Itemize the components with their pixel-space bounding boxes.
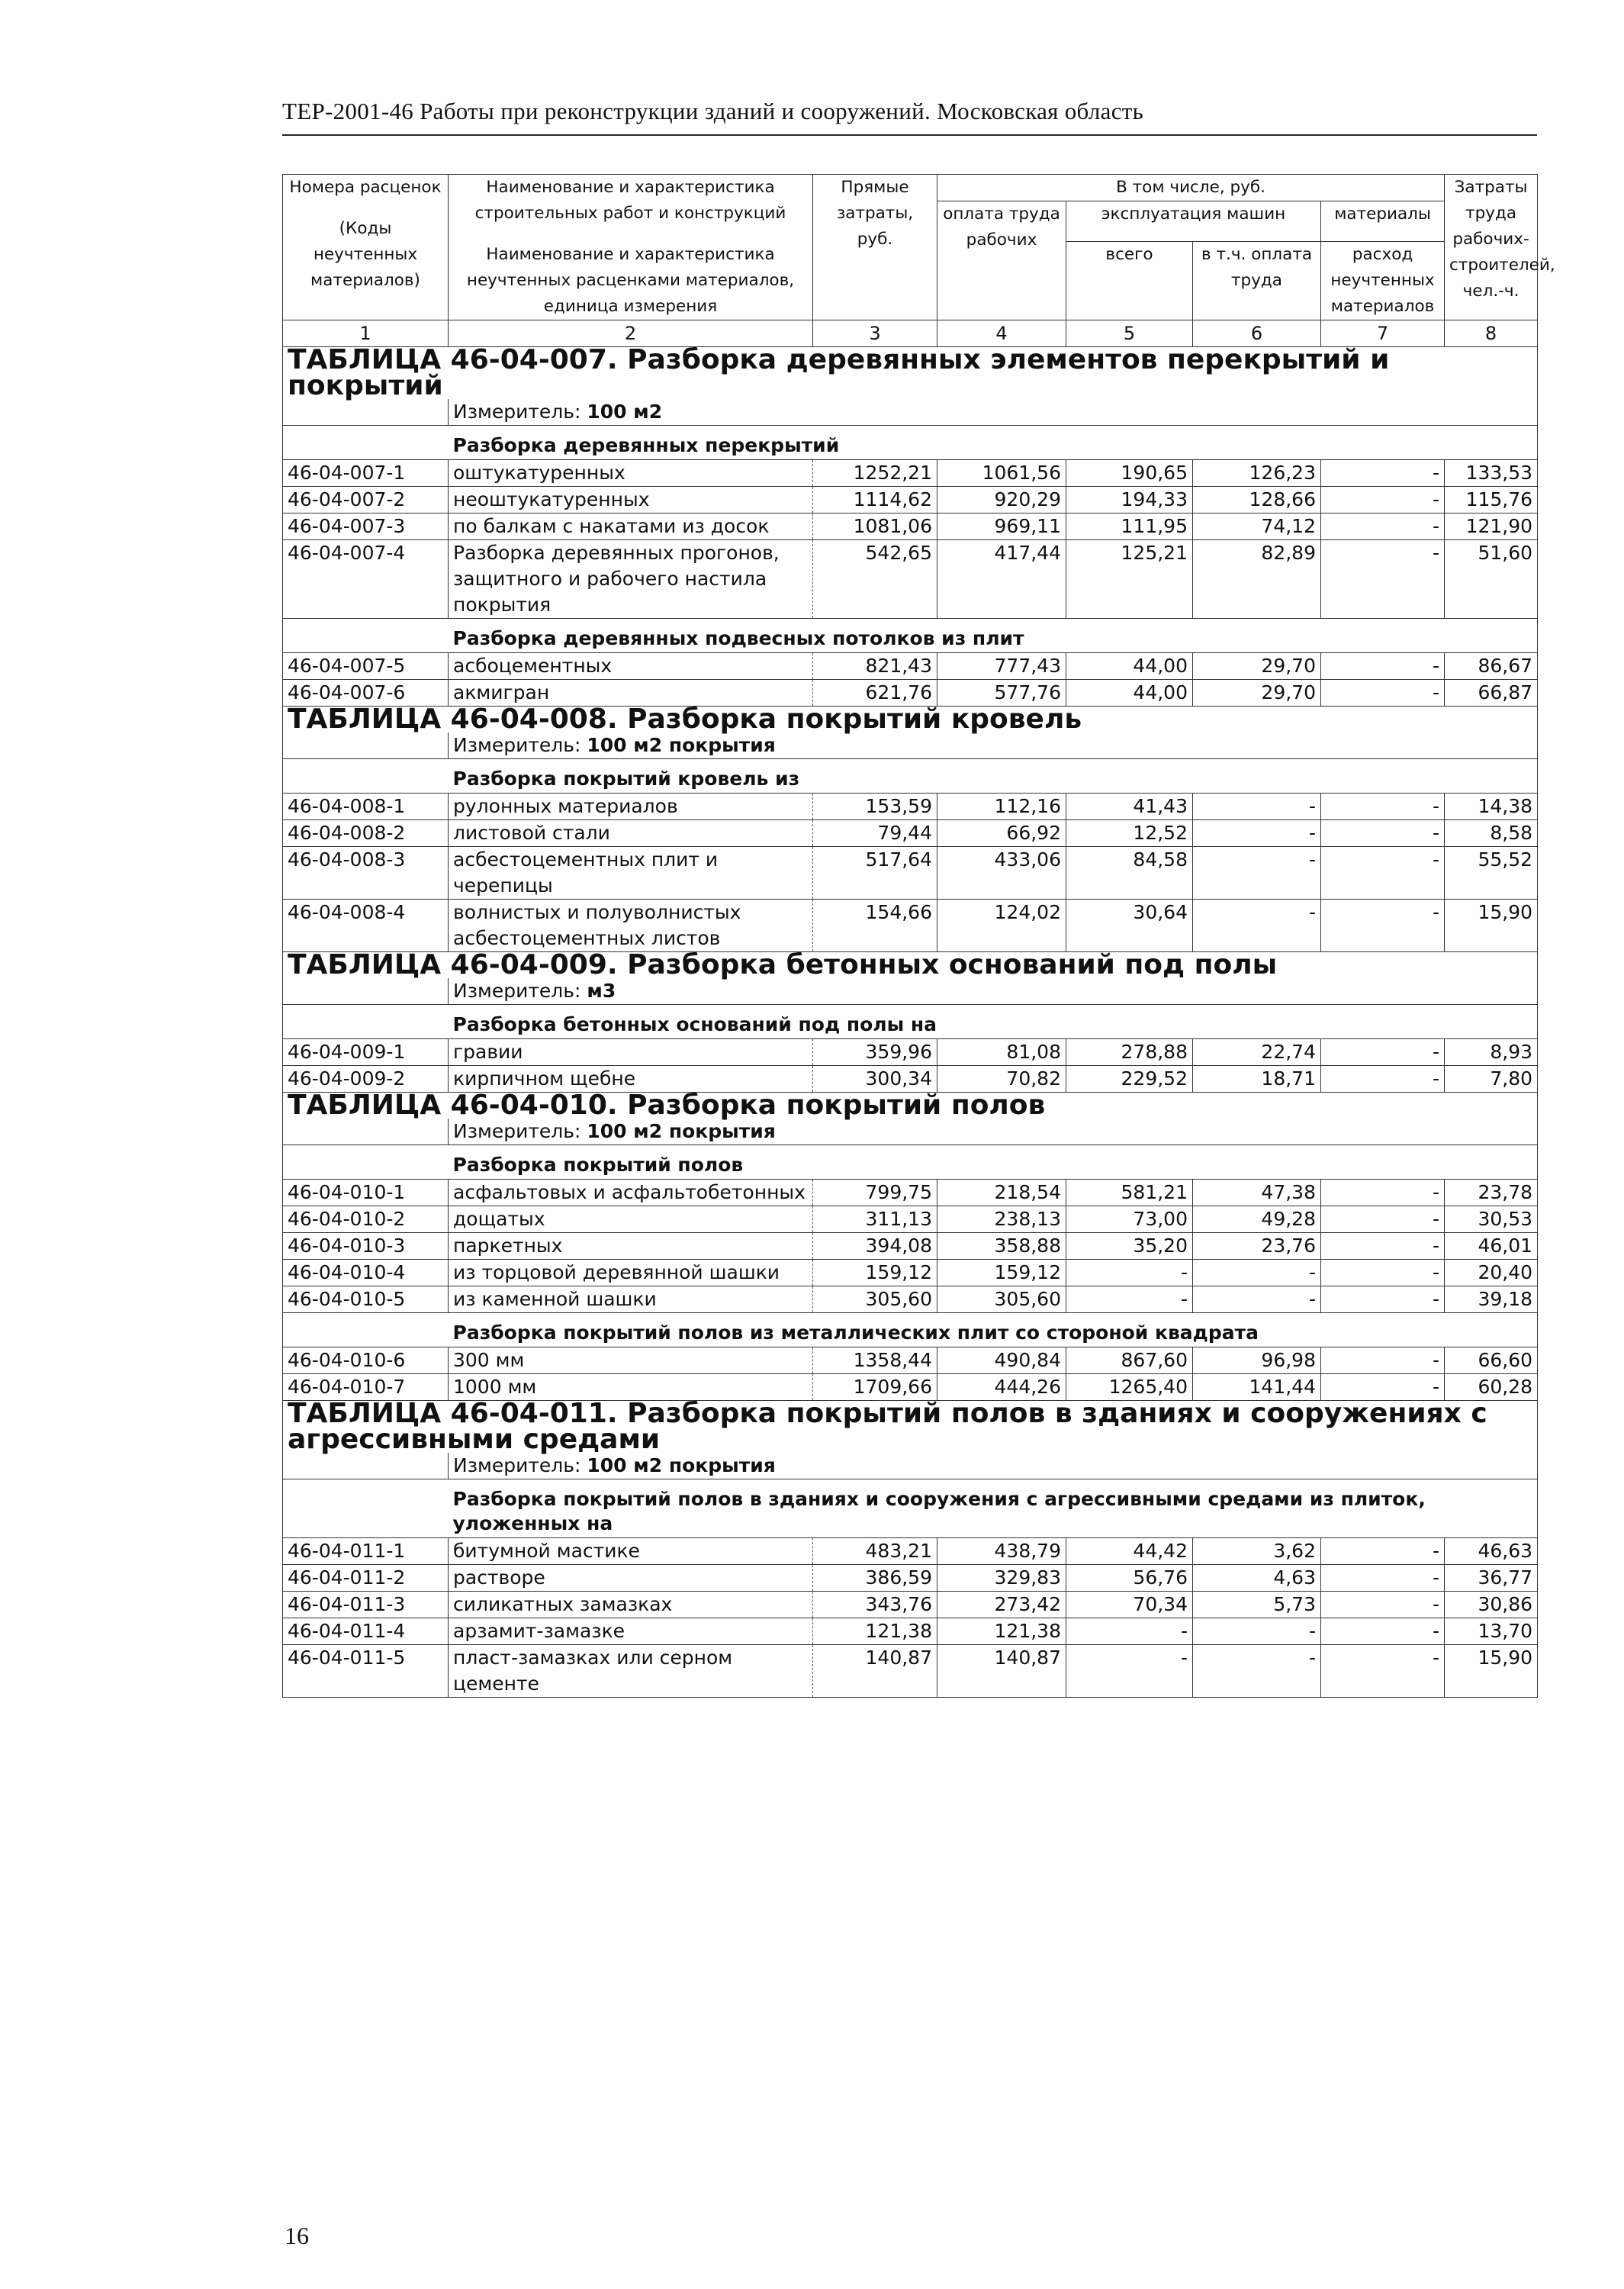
- direct-costs: 799,75: [813, 1180, 937, 1206]
- machines-labor: -: [1193, 1286, 1321, 1313]
- rate-code: 46-04-007-3: [283, 513, 449, 540]
- table-title: ТАБЛИЦА 46-04-010. Разборка покрытий полов: [283, 1093, 1538, 1119]
- machines-total: 1265,40: [1066, 1374, 1193, 1401]
- table-row: [283, 1039, 1538, 1066]
- section-title: Разборка покрытий полов из металлических плит со стороной квадрата: [449, 1313, 1538, 1347]
- materials-usage: -: [1321, 1618, 1445, 1645]
- machines-total: 867,60: [1066, 1347, 1193, 1374]
- work-name: растворе: [449, 1565, 813, 1592]
- unit-row: [283, 1119, 1538, 1145]
- header-labor-hours: Затраты труда рабочих-строителей, чел.-ч.: [1445, 175, 1538, 320]
- labor-hours: 121,90: [1445, 513, 1538, 540]
- section-row: [283, 1145, 1538, 1180]
- machines-total: 125,21: [1066, 540, 1193, 619]
- rate-code: 46-04-010-7: [283, 1374, 449, 1401]
- table-row: [283, 1565, 1538, 1592]
- labor-hours: 23,78: [1445, 1180, 1538, 1206]
- machines-labor: 22,74: [1193, 1039, 1321, 1066]
- machines-labor: 141,44: [1193, 1374, 1321, 1401]
- unit-line: [449, 399, 1538, 426]
- table-row: [283, 1374, 1538, 1401]
- header-column-numbers: [283, 320, 1538, 347]
- section-title: Разборка покрытий кровель из: [449, 759, 1538, 794]
- labor-hours: 39,18: [1445, 1286, 1538, 1313]
- rate-code: 46-04-010-3: [283, 1233, 449, 1260]
- direct-costs: 300,34: [813, 1066, 937, 1093]
- materials-usage: -: [1321, 820, 1445, 847]
- work-name: асбоцементных: [449, 653, 813, 680]
- unit-row: [283, 399, 1538, 426]
- rate-code: 46-04-011-4: [283, 1618, 449, 1645]
- section-row: [283, 1313, 1538, 1347]
- section-spacer: [283, 1479, 449, 1538]
- header-machines-total: всего: [1066, 242, 1193, 320]
- rate-code: 46-04-010-2: [283, 1206, 449, 1233]
- section-spacer: [283, 1005, 449, 1039]
- machines-labor: 126,23: [1193, 460, 1321, 487]
- machines-total: 581,21: [1066, 1180, 1193, 1206]
- work-name: дощатых: [449, 1206, 813, 1233]
- unit-label: Измеритель:: [453, 1454, 581, 1476]
- labor-hours: 133,53: [1445, 460, 1538, 487]
- work-name: рулонных материалов: [449, 794, 813, 820]
- header-column-number: 7: [1321, 320, 1445, 347]
- table-row: [283, 460, 1538, 487]
- materials-usage: -: [1321, 1538, 1445, 1565]
- work-name: гравии: [449, 1039, 813, 1066]
- header-machines-labor: в т.ч. оплата труда: [1193, 242, 1321, 320]
- labor-pay: 81,08: [937, 1039, 1066, 1066]
- page-number: 16: [285, 2222, 309, 2249]
- work-name: 1000 мм: [449, 1374, 813, 1401]
- labor-hours: 7,80: [1445, 1066, 1538, 1093]
- machines-labor: -: [1193, 900, 1321, 952]
- section-row: [283, 619, 1538, 653]
- machines-total: 194,33: [1066, 487, 1193, 513]
- table-title-row: [283, 347, 1538, 400]
- header-column-number: 3: [813, 320, 937, 347]
- materials-usage: -: [1321, 1565, 1445, 1592]
- direct-costs: 359,96: [813, 1039, 937, 1066]
- machines-labor: 29,70: [1193, 653, 1321, 680]
- table-row: [283, 1618, 1538, 1645]
- labor-pay: 329,83: [937, 1565, 1066, 1592]
- rate-code: 46-04-011-1: [283, 1538, 449, 1565]
- machines-total: -: [1066, 1286, 1193, 1313]
- rate-code: 46-04-011-5: [283, 1645, 449, 1698]
- rate-code: 46-04-007-5: [283, 653, 449, 680]
- unit-value: 100 м2: [587, 401, 663, 423]
- labor-pay: 159,12: [937, 1260, 1066, 1286]
- rate-code: 46-04-010-4: [283, 1260, 449, 1286]
- rate-code: 46-04-007-2: [283, 487, 449, 513]
- machines-total: 70,34: [1066, 1592, 1193, 1618]
- machines-total: 111,95: [1066, 513, 1193, 540]
- unit-row: [283, 978, 1538, 1005]
- rate-code: 46-04-007-1: [283, 460, 449, 487]
- table-title-row: [283, 952, 1538, 979]
- table-title-row: [283, 1401, 1538, 1454]
- work-name: кирпичном щебне: [449, 1066, 813, 1093]
- direct-costs: 1114,62: [813, 487, 937, 513]
- machines-labor: -: [1193, 1618, 1321, 1645]
- labor-hours: 51,60: [1445, 540, 1538, 619]
- labor-hours: 66,87: [1445, 680, 1538, 707]
- table-row: [283, 900, 1538, 952]
- table-title: ТАБЛИЦА 46-04-007. Разборка деревянных элементов перекрытий и покрытий: [283, 347, 1538, 400]
- header-machines: эксплуатация машин: [1066, 201, 1321, 242]
- unit-row: [283, 1453, 1538, 1479]
- labor-hours: 15,90: [1445, 1645, 1538, 1698]
- machines-total: 41,43: [1066, 794, 1193, 820]
- rate-code: 46-04-008-3: [283, 847, 449, 900]
- direct-costs: 517,64: [813, 847, 937, 900]
- machines-total: 84,58: [1066, 847, 1193, 900]
- work-name: асбестоцементных плит и черепицы: [449, 847, 813, 900]
- table-row: [283, 1347, 1538, 1374]
- machines-total: 73,00: [1066, 1206, 1193, 1233]
- materials-usage: -: [1321, 900, 1445, 952]
- rate-code: 46-04-009-2: [283, 1066, 449, 1093]
- labor-pay: 70,82: [937, 1066, 1066, 1093]
- machines-labor: 4,63: [1193, 1565, 1321, 1592]
- materials-usage: -: [1321, 1286, 1445, 1313]
- materials-usage: -: [1321, 540, 1445, 619]
- header-codes: Номера расценок (Коды неучтенных материалов): [283, 175, 449, 320]
- section-spacer: [283, 1313, 449, 1347]
- materials-usage: -: [1321, 1180, 1445, 1206]
- machines-labor: -: [1193, 794, 1321, 820]
- machines-total: -: [1066, 1260, 1193, 1286]
- header-including: В том числе, руб.: [937, 175, 1445, 201]
- unit-spacer: [283, 978, 449, 1005]
- labor-hours: 8,58: [1445, 820, 1538, 847]
- labor-hours: 60,28: [1445, 1374, 1538, 1401]
- table-row: [283, 820, 1538, 847]
- work-name: из каменной шашки: [449, 1286, 813, 1313]
- machines-total: 12,52: [1066, 820, 1193, 847]
- table-row: [283, 1206, 1538, 1233]
- materials-usage: -: [1321, 460, 1445, 487]
- labor-hours: 30,86: [1445, 1592, 1538, 1618]
- unit-value: 100 м2 покрытия: [587, 734, 776, 756]
- direct-costs: 821,43: [813, 653, 937, 680]
- materials-usage: -: [1321, 794, 1445, 820]
- work-name: из торцовой деревянной шашки: [449, 1260, 813, 1286]
- machines-total: 44,42: [1066, 1538, 1193, 1565]
- direct-costs: 1081,06: [813, 513, 937, 540]
- table-row: [283, 1538, 1538, 1565]
- table-row: [283, 487, 1538, 513]
- unit-label: Измеритель:: [453, 401, 581, 423]
- machines-labor: 18,71: [1193, 1066, 1321, 1093]
- materials-usage: -: [1321, 1260, 1445, 1286]
- header-column-number: 2: [449, 320, 813, 347]
- machines-total: 190,65: [1066, 460, 1193, 487]
- machines-total: -: [1066, 1645, 1193, 1698]
- machines-total: 56,76: [1066, 1565, 1193, 1592]
- table-row: [283, 653, 1538, 680]
- direct-costs: 621,76: [813, 680, 937, 707]
- work-name: арзамит-замазке: [449, 1618, 813, 1645]
- labor-pay: 920,29: [937, 487, 1066, 513]
- labor-hours: 14,38: [1445, 794, 1538, 820]
- table-title-row: [283, 707, 1538, 733]
- materials-usage: -: [1321, 1066, 1445, 1093]
- table-title: ТАБЛИЦА 46-04-009. Разборка бетонных оснований под полы: [283, 952, 1538, 979]
- section-row: [283, 1005, 1538, 1039]
- work-name: по балкам с накатами из досок: [449, 513, 813, 540]
- machines-total: 229,52: [1066, 1066, 1193, 1093]
- labor-hours: 115,76: [1445, 487, 1538, 513]
- table-row: [283, 513, 1538, 540]
- header-column-number: 4: [937, 320, 1066, 347]
- machines-labor: 3,62: [1193, 1538, 1321, 1565]
- header-names: Наименование и характеристика строительных работ и конструкций Наименование и характеристика неучтенных расценками материалов, единица измерения: [449, 175, 813, 320]
- rate-code: 46-04-011-3: [283, 1592, 449, 1618]
- materials-usage: -: [1321, 847, 1445, 900]
- section-title: Разборка покрытий полов: [449, 1145, 1538, 1180]
- labor-pay: 238,13: [937, 1206, 1066, 1233]
- materials-usage: -: [1321, 1374, 1445, 1401]
- table-row: [283, 1260, 1538, 1286]
- rate-code: 46-04-008-4: [283, 900, 449, 952]
- machines-labor: 74,12: [1193, 513, 1321, 540]
- rate-code: 46-04-010-6: [283, 1347, 449, 1374]
- work-name: 300 мм: [449, 1347, 813, 1374]
- rate-code: 46-04-008-1: [283, 794, 449, 820]
- direct-costs: 79,44: [813, 820, 937, 847]
- unit-line: [449, 978, 1538, 1005]
- labor-pay: 305,60: [937, 1286, 1066, 1313]
- direct-costs: 153,59: [813, 794, 937, 820]
- labor-hours: 86,67: [1445, 653, 1538, 680]
- direct-costs: 140,87: [813, 1645, 937, 1698]
- section-spacer: [283, 426, 449, 460]
- labor-pay: 417,44: [937, 540, 1066, 619]
- table-title: ТАБЛИЦА 46-04-008. Разборка покрытий кровель: [283, 707, 1538, 733]
- labor-hours: 15,90: [1445, 900, 1538, 952]
- direct-costs: 1358,44: [813, 1347, 937, 1374]
- unit-label: Измеритель:: [453, 734, 581, 756]
- labor-hours: 66,60: [1445, 1347, 1538, 1374]
- rate-code: 46-04-007-6: [283, 680, 449, 707]
- labor-pay: 777,43: [937, 653, 1066, 680]
- section-spacer: [283, 1145, 449, 1180]
- work-name: оштукатуренных: [449, 460, 813, 487]
- work-name: листовой стали: [449, 820, 813, 847]
- labor-pay: 438,79: [937, 1538, 1066, 1565]
- labor-hours: 8,93: [1445, 1039, 1538, 1066]
- direct-costs: 311,13: [813, 1206, 937, 1233]
- labor-hours: 46,63: [1445, 1538, 1538, 1565]
- materials-usage: -: [1321, 1039, 1445, 1066]
- machines-labor: 96,98: [1193, 1347, 1321, 1374]
- machines-labor: -: [1193, 820, 1321, 847]
- unit-value: 100 м2 покрытия: [587, 1120, 776, 1142]
- unit-spacer: [283, 399, 449, 426]
- materials-usage: -: [1321, 680, 1445, 707]
- header-direct-costs: Прямые затраты, руб.: [813, 175, 937, 320]
- machines-labor: -: [1193, 1260, 1321, 1286]
- unit-line: [449, 732, 1538, 759]
- header-row-1: [283, 175, 1538, 201]
- labor-pay: 112,16: [937, 794, 1066, 820]
- labor-pay: 66,92: [937, 820, 1066, 847]
- labor-pay: 358,88: [937, 1233, 1066, 1260]
- header-column-number: 1: [283, 320, 449, 347]
- work-name: силикатных замазках: [449, 1592, 813, 1618]
- section-title: Разборка бетонных оснований под полы на: [449, 1005, 1538, 1039]
- header-materials-usage: расход неучтенных материалов: [1321, 242, 1445, 320]
- machines-labor: 5,73: [1193, 1592, 1321, 1618]
- work-name: акмигран: [449, 680, 813, 707]
- machines-total: 278,88: [1066, 1039, 1193, 1066]
- direct-costs: 1709,66: [813, 1374, 937, 1401]
- section-title: Разборка деревянных перекрытий: [449, 426, 1538, 460]
- unit-line: [449, 1453, 1538, 1479]
- table-row: [283, 847, 1538, 900]
- labor-pay: 433,06: [937, 847, 1066, 900]
- labor-hours: 55,52: [1445, 847, 1538, 900]
- rate-code: 46-04-008-2: [283, 820, 449, 847]
- direct-costs: 1252,21: [813, 460, 937, 487]
- machines-labor: 23,76: [1193, 1233, 1321, 1260]
- work-name: волнистых и полуволнистых асбестоцементных листов: [449, 900, 813, 952]
- materials-usage: -: [1321, 487, 1445, 513]
- price-table: [282, 174, 1555, 1698]
- machines-total: 44,00: [1066, 653, 1193, 680]
- labor-pay: 218,54: [937, 1180, 1066, 1206]
- work-name: Разборка деревянных прогонов, защитного и рабочего настила покрытия: [449, 540, 813, 619]
- direct-costs: 386,59: [813, 1565, 937, 1592]
- table-row: [283, 794, 1538, 820]
- labor-hours: 36,77: [1445, 1565, 1538, 1592]
- machines-total: 30,64: [1066, 900, 1193, 952]
- direct-costs: 483,21: [813, 1538, 937, 1565]
- unit-label: Измеритель:: [453, 1120, 581, 1142]
- section-title: Разборка покрытий полов в зданиях и сооружения с агрессивными средами из плиток, уложенных на: [449, 1479, 1538, 1538]
- unit-value: 100 м2 покрытия: [587, 1454, 776, 1476]
- rate-code: 46-04-010-1: [283, 1180, 449, 1206]
- machines-labor: 49,28: [1193, 1206, 1321, 1233]
- direct-costs: 343,76: [813, 1592, 937, 1618]
- work-name: паркетных: [449, 1233, 813, 1260]
- table-row: [283, 1645, 1538, 1698]
- rate-code: 46-04-007-4: [283, 540, 449, 619]
- section-row: [283, 759, 1538, 794]
- table-row: [283, 1180, 1538, 1206]
- rate-code: 46-04-009-1: [283, 1039, 449, 1066]
- direct-costs: 542,65: [813, 540, 937, 619]
- header-column-number: 6: [1193, 320, 1321, 347]
- labor-hours: 46,01: [1445, 1233, 1538, 1260]
- direct-costs: 305,60: [813, 1286, 937, 1313]
- rate-code: 46-04-011-2: [283, 1565, 449, 1592]
- labor-hours: 30,53: [1445, 1206, 1538, 1233]
- machines-total: -: [1066, 1618, 1193, 1645]
- unit-spacer: [283, 732, 449, 759]
- machines-labor: 29,70: [1193, 680, 1321, 707]
- header-rule: [282, 134, 1537, 136]
- section-row: [283, 426, 1538, 460]
- unit-spacer: [283, 1453, 449, 1479]
- materials-usage: -: [1321, 1233, 1445, 1260]
- materials-usage: -: [1321, 1592, 1445, 1618]
- table-row: [283, 680, 1538, 707]
- unit-row: [283, 732, 1538, 759]
- labor-pay: 273,42: [937, 1592, 1066, 1618]
- labor-pay: 1061,56: [937, 460, 1066, 487]
- labor-pay: 124,02: [937, 900, 1066, 952]
- table-title: ТАБЛИЦА 46-04-011. Разборка покрытий полов в зданиях и сооружениях с агрессивными средами: [283, 1401, 1538, 1454]
- labor-pay: 969,11: [937, 513, 1066, 540]
- work-name: асфальтовых и асфальтобетонных: [449, 1180, 813, 1206]
- unit-label: Измеритель:: [453, 980, 581, 1002]
- unit-line: [449, 1119, 1538, 1145]
- rate-code: 46-04-010-5: [283, 1286, 449, 1313]
- direct-costs: 394,08: [813, 1233, 937, 1260]
- labor-hours: 13,70: [1445, 1618, 1538, 1645]
- machines-labor: 47,38: [1193, 1180, 1321, 1206]
- work-name: неоштукатуренных: [449, 487, 813, 513]
- labor-pay: 121,38: [937, 1618, 1066, 1645]
- materials-usage: -: [1321, 513, 1445, 540]
- header-labor-pay: оплата труда рабочих: [937, 201, 1066, 320]
- machines-labor: -: [1193, 1645, 1321, 1698]
- machines-total: 44,00: [1066, 680, 1193, 707]
- machines-labor: 82,89: [1193, 540, 1321, 619]
- machines-total: 35,20: [1066, 1233, 1193, 1260]
- materials-usage: -: [1321, 1645, 1445, 1698]
- materials-usage: -: [1321, 1206, 1445, 1233]
- section-title: Разборка деревянных подвесных потолков из плит: [449, 619, 1538, 653]
- direct-costs: 159,12: [813, 1260, 937, 1286]
- table-title-row: [283, 1093, 1538, 1119]
- materials-usage: -: [1321, 653, 1445, 680]
- section-row: [283, 1479, 1538, 1538]
- table-row: [283, 1066, 1538, 1093]
- machines-labor: 128,66: [1193, 487, 1321, 513]
- work-name: битумной мастике: [449, 1538, 813, 1565]
- direct-costs: 154,66: [813, 900, 937, 952]
- labor-pay: 140,87: [937, 1645, 1066, 1698]
- header-column-number: 8: [1445, 320, 1538, 347]
- labor-hours: 20,40: [1445, 1260, 1538, 1286]
- header-column-number: 5: [1066, 320, 1193, 347]
- labor-pay: 444,26: [937, 1374, 1066, 1401]
- unit-value: м3: [587, 980, 616, 1002]
- labor-pay: 490,84: [937, 1347, 1066, 1374]
- direct-costs: 121,38: [813, 1618, 937, 1645]
- section-spacer: [283, 619, 449, 653]
- table-row: [283, 1592, 1538, 1618]
- table-row: [283, 1233, 1538, 1260]
- table-row: [283, 1286, 1538, 1313]
- labor-pay: 577,76: [937, 680, 1066, 707]
- running-head: ТЕР-2001-46 Работы при реконструкции зданий и сооружений. Московская область: [282, 98, 1144, 124]
- header-materials: материалы: [1321, 201, 1445, 242]
- materials-usage: -: [1321, 1347, 1445, 1374]
- work-name: пласт-замазках или серном цементе: [449, 1645, 813, 1698]
- machines-labor: -: [1193, 847, 1321, 900]
- table-row: [283, 540, 1538, 619]
- unit-spacer: [283, 1119, 449, 1145]
- section-spacer: [283, 759, 449, 794]
